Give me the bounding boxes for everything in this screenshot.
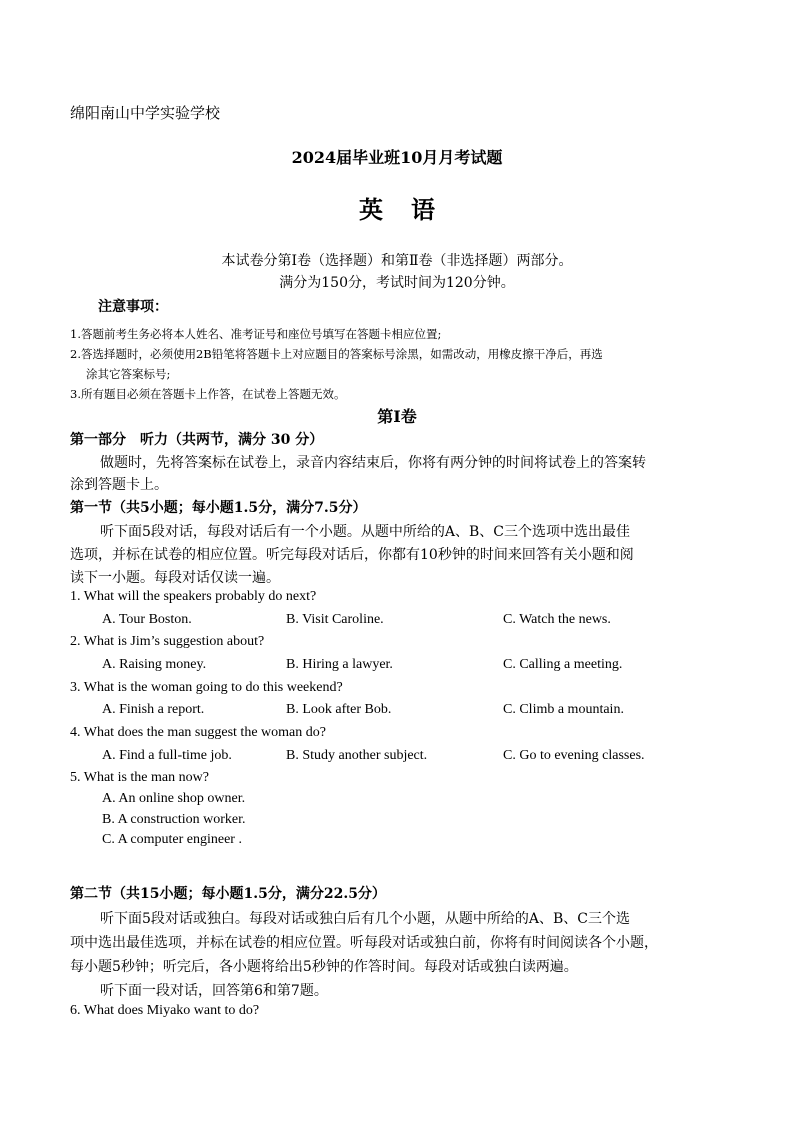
- q1-option-b: B. Visit Caroline.: [286, 612, 384, 627]
- q2-option-a: A. Raising money.: [102, 657, 207, 672]
- school-name: 绵阳南山中学实验学校: [70, 104, 221, 122]
- q1-option-a: A. Tour Boston.: [102, 612, 192, 627]
- q2-option-b: B. Hiring a lawyer.: [286, 657, 393, 672]
- q4-option-c: C. Go to evening classes.: [503, 748, 645, 763]
- notice-item-2: 2.答选择题时，必须使用2B铅笔将答题卡上对应题目的答案标号涂黑，如需改动，用橡皮擦干净后，再选: [70, 347, 603, 361]
- q5-option-a: A. An online shop owner.: [102, 791, 246, 806]
- section2-intro-3: 每小题5秒钟；听完后，各小题将给出5秒钟的作答时间。每段对话或独白读两遍。: [70, 959, 578, 975]
- notice-item-3: 3.所有题目必须在答题卡上作答，在试卷上答题无效。: [70, 387, 346, 401]
- question-4: 4. What does the man suggest the woman do?: [70, 725, 326, 740]
- subject-title: 英语: [359, 195, 463, 224]
- part1-intro-1: 做题时，先将答案标在试卷上，录音内容结束后，你将有两分钟的时间将试卷上的答案转: [100, 455, 646, 471]
- section2-instruction: 听下面一段对话，回答第6和第7题。: [100, 983, 328, 999]
- q2-option-c: C. Calling a meeting.: [503, 657, 623, 672]
- question-3: 3. What is the woman going to do this weekend?: [70, 680, 343, 695]
- q3-option-b: B. Look after Bob.: [286, 702, 392, 717]
- notice-heading: 注意事项：: [98, 299, 168, 315]
- q5-option-b: B. A construction worker.: [102, 812, 246, 827]
- q4-option-b: B. Study another subject.: [286, 748, 428, 763]
- q3-option-c: C. Climb a mountain.: [503, 702, 624, 717]
- notice-item-1: 1.答题前考生务必将本人姓名、准考证号和座位号填写在答题卡相应位置;: [70, 327, 442, 341]
- q5-option-c: C. A computer engineer .: [102, 832, 242, 847]
- volume-title: 第Ⅰ卷: [377, 407, 417, 426]
- section1-heading: 第一节（共5小题；每小题1.5分，满分7.5分）: [70, 500, 367, 516]
- q4-option-a: A. Find a full-time job.: [102, 748, 232, 763]
- exam-title: 2024届毕业班10月月考试题: [291, 148, 503, 167]
- section1-intro-1: 听下面5段对话，每段对话后有一个小题。从题中所给的A、B、C三个选项中选出最佳: [100, 524, 631, 540]
- part1-intro-2: 涂到答题卡上。: [70, 477, 168, 493]
- q3-option-a: A. Finish a report.: [102, 702, 205, 717]
- section2-intro-2: 项中选出最佳选项，并标在试卷的相应位置。听每段对话或独白前，你将有时间阅读各个小题，: [70, 935, 658, 951]
- section2-intro-1: 听下面5段对话或独白。每段对话或独白后有几个小题，从题中所给的A、B、C三个选: [100, 911, 631, 927]
- question-1: 1. What will the speakers probably do next?: [70, 589, 317, 604]
- q1-option-c: C. Watch the news.: [503, 612, 611, 627]
- intro-line-2: 满分为150分，考试时间为120分钟。: [279, 275, 515, 291]
- section2-heading: 第二节（共15小题；每小题1.5分，满分22.5分）: [70, 886, 386, 902]
- question-5: 5. What is the man now?: [70, 770, 209, 785]
- intro-line-1: 本试卷分第Ⅰ卷（选择题）和第Ⅱ卷（非选择题）两部分。: [221, 253, 573, 269]
- section1-intro-2: 选项，并标在试卷的相应位置。听完每段对话后，你都有10秒钟的时间来回答有关小题和阅: [70, 547, 634, 563]
- section1-intro-3: 读下一小题。每段对话仅读一遍。: [70, 570, 280, 586]
- notice-item-2-cont: 涂其它答案标号;: [86, 367, 171, 381]
- question-2: 2. What is Jim’s suggestion about?: [70, 634, 265, 649]
- question-6: 6. What does Miyako want to do?: [70, 1003, 260, 1018]
- part1-heading: 第一部分 听力（共两节，满分 30 分）: [70, 432, 324, 448]
